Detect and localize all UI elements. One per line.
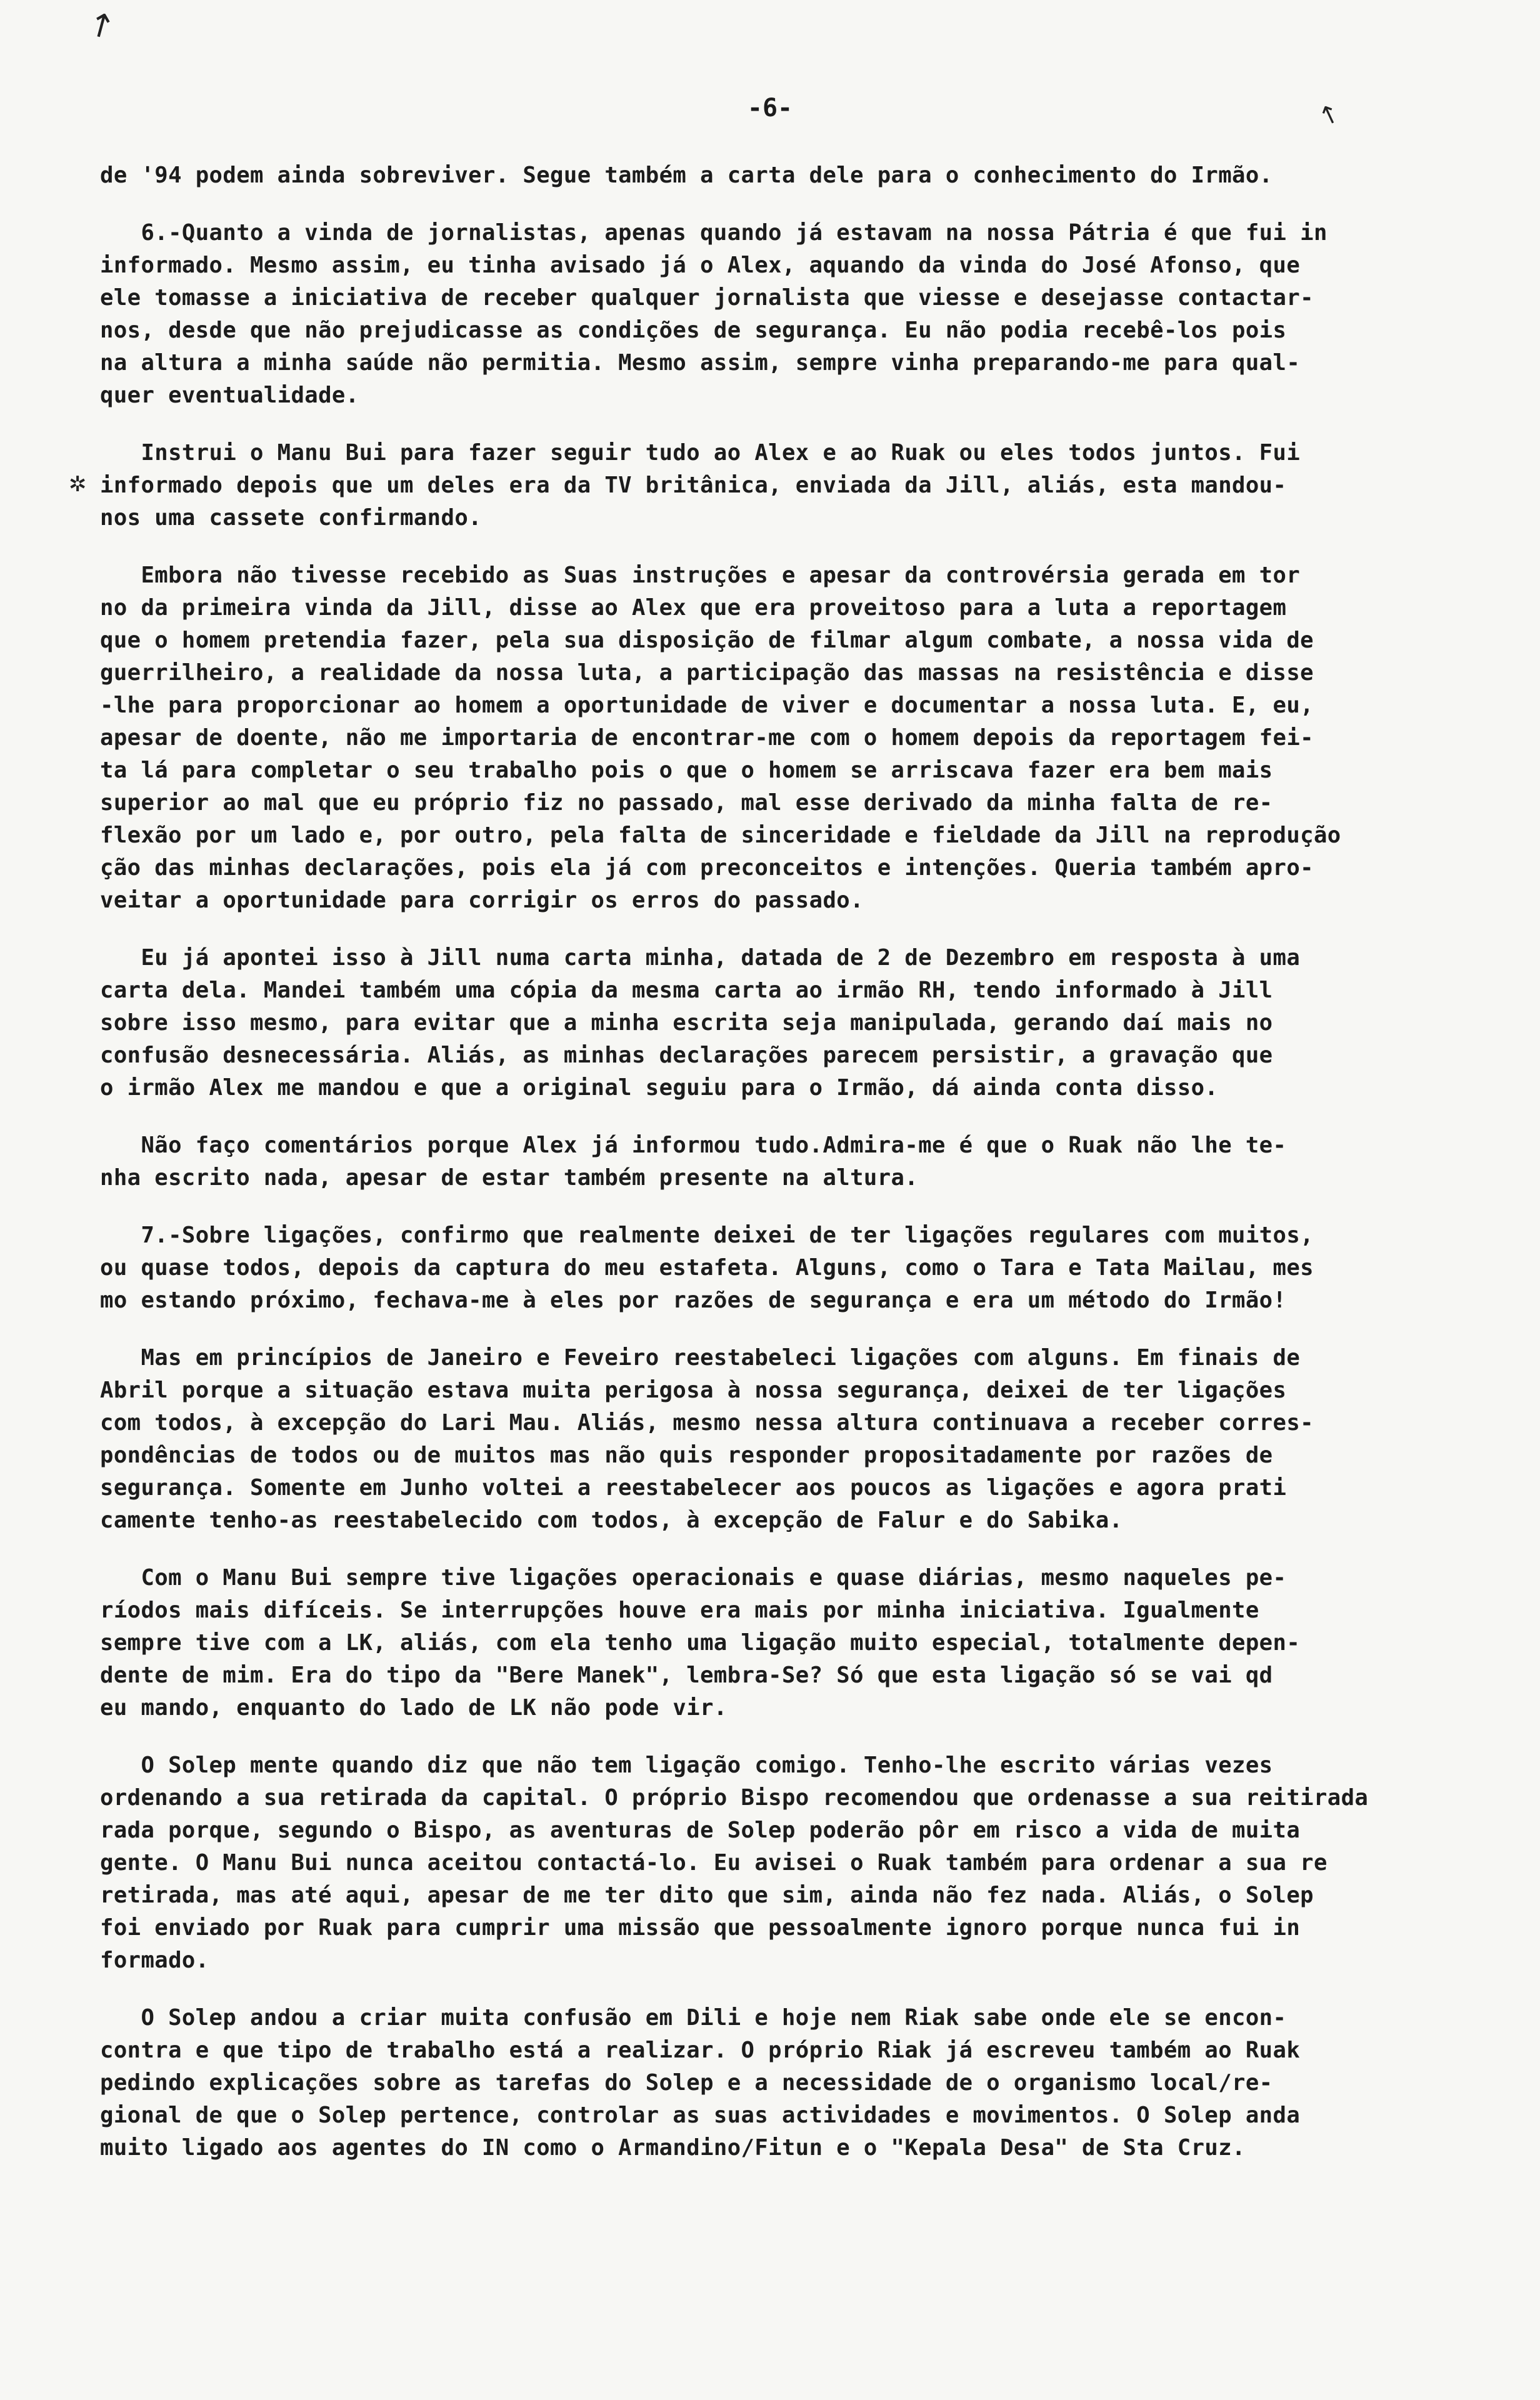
text-line: contra e que tipo de trabalho está a realizar. O próprio Riak já escreveu também ao Ruak [100,2038,1301,2063]
text-line: flexão por um lado e, por outro, pela falta de sinceridade e fieldade da Jill na reprodução [100,822,1341,848]
text-line: ção das minhas declarações, pois ela já com preconceitos e intenções. Queria também apro- [100,855,1314,881]
text-line: eu mando, enquanto do lado de LK não pode vir. [100,1695,728,1721]
text-line: rada porque, segundo o Bispo, as aventuras de Solep poderão pôr em risco a vida de muita [100,1818,1301,1843]
text-line: muito ligado aos agentes do IN como o Armandino/Fitun e o "Kepala Desa" de Sta Cruz. [100,2135,1246,2161]
text-line: gente. O Manu Bui nunca aceitou contactá-lo. Eu avisei o Ruak também para ordenar a sua re [100,1850,1328,1876]
text-line: informado. Mesmo assim, eu tinha avisado já o Alex, aquando da vinda do José Afonso, que [100,252,1301,278]
text-line: camente tenho-as reestabelecido com todos, à excepção de Falur e do Sabika. [100,1508,1123,1533]
paragraph [100,159,1456,192]
paragraph [100,1129,1456,1194]
text-line: O Solep andou a criar muita confusão em Dili e hoje nem Riak sabe onde ele se encon- [100,2005,1287,2031]
text-line: guerrilheiro, a realidade da nossa luta, a participação das massas na resistência e disse [100,660,1314,686]
text-line: 6.-Quanto a vinda de jornalistas, apenas quando já estavam na nossa Pátria é que fui in [100,220,1328,246]
text-line: segurança. Somente em Junho voltei a reestabelecer aos poucos as ligações e agora prati [100,1475,1287,1501]
text-line: com todos, à excepção do Lari Mau. Aliás, mesmo nessa altura continuava a receber corres- [100,1410,1314,1436]
text-line: informado depois que um deles era da TV britânica, enviada da Jill, aliás, esta mandou- [100,472,1287,498]
text-line: veitar a oportunidade para corrigir os erros do passado. [100,888,864,913]
paragraph [100,942,1456,1104]
text-line: sobre isso mesmo, para evitar que a minha escrita seja manipulada, gerando daí mais no [100,1010,1273,1036]
text-line: nos uma cassete confirmando. [100,505,482,531]
text-line: na altura a minha saúde não permitia. Mesmo assim, sempre vinha preparando-me para qual- [100,350,1301,376]
text-line: Abril porque a situação estava muita perigosa à nossa segurança, deixei de ter ligações [100,1378,1287,1403]
pen-stroke-mark: ↗ [79,2,122,48]
paragraph [100,217,1456,412]
paragraph [100,559,1456,917]
paragraph [100,2002,1456,2164]
text-line: Com o Manu Bui sempre tive ligações operacionais e quase diárias, mesmo naqueles pe- [100,1565,1287,1591]
text-line: ordenando a sua retirada da capital. O próprio Bispo recomendou que ordenasse a sua reitirada [100,1785,1369,1811]
text-line: Eu já apontei isso à Jill numa carta minha, datada de 2 de Dezembro em resposta à uma [100,945,1301,971]
typed-letter-body [100,159,1456,2164]
paragraph [100,1562,1456,1724]
text-line: gional de que o Solep pertence, controlar as suas actividades e movimentos. O Solep anda [100,2102,1301,2128]
text-line: Não faço comentários porque Alex já informou tudo.Admira-me é que o Ruak não lhe te- [100,1132,1287,1158]
text-line: pondências de todos ou de muitos mas não quis responder propositadamente por razões de [100,1442,1273,1468]
text-line: confusão desnecessária. Aliás, as minhas declarações parecem persistir, a gravação que [100,1042,1273,1068]
text-line: apesar de doente, não me importaria de encontrar-me com o homem depois da reportagem fei- [100,725,1314,751]
text-line: mo estando próximo, fechava-me à eles por razões de segurança e era um método do Irmão! [100,1288,1287,1313]
text-line: de '94 podem ainda sobreviver. Segue também a carta dele para o conhecimento do Irmão. [100,162,1273,188]
text-line: nos, desde que não prejudicasse as condições de segurança. Eu não podia recebê-los pois [100,318,1287,343]
text-line: sempre tive com a LK, aliás, com ela tenho uma ligação muito especial, totalmente depen- [100,1630,1301,1656]
text-line: Instrui o Manu Bui para fazer seguir tudo ao Alex e ao Ruak ou eles todos juntos. Fui [100,440,1301,466]
text-line: O Solep mente quando diz que não tem ligação comigo. Tenho-lhe escrito várias vezes [100,1752,1273,1778]
text-line: ríodos mais difíceis. Se interrupções houve era mais por minha iniciativa. Igualmente [100,1598,1259,1623]
text-line: no da primeira vinda da Jill, disse ao Alex que era proveitoso para a luta a reportagem [100,595,1287,621]
text-line: nha escrito nada, apesar de estar também presente na altura. [100,1165,919,1191]
text-line: carta dela. Mandei também uma cópia da mesma carta ao irmão RH, tendo informado à Jill [100,978,1273,1003]
margin-asterisk-mark: ✲ [69,472,87,497]
paragraph [100,1219,1456,1317]
paragraph [100,437,1456,534]
text-line: superior ao mal que eu próprio fiz no passado, mal esse derivado da minha falta de re- [100,790,1273,816]
pen-tick-mark: ↖ [1314,97,1344,132]
paragraph [100,1342,1456,1537]
text-line: o irmão Alex me mandou e que a original seguiu para o Irmão, dá ainda conta disso. [100,1075,1219,1101]
text-line: retirada, mas até aqui, apesar de me ter dito que sim, ainda não fez nada. Aliás, o Solep [100,1882,1314,1908]
text-line: quer eventualidade. [100,382,359,408]
page-number: -6- [747,94,793,122]
text-line: Embora não tivesse recebido as Suas instruções e apesar da controvérsia gerada em tor [100,562,1301,588]
paragraph [100,1749,1456,1977]
text-line: Mas em princípios de Janeiro e Feveiro reestabeleci ligações com alguns. Em finais de [100,1345,1301,1371]
text-line: ta lá para completar o seu trabalho pois o que o homem se arriscava fazer era bem mais [100,758,1273,783]
text-line: ou quase todos, depois da captura do meu estafeta. Alguns, como o Tara e Tata Mailau, mes [100,1255,1314,1281]
text-line: formado. [100,1948,209,1973]
text-line: -lhe para proporcionar ao homem a oportunidade de viver e documentar a nossa luta. E, eu, [100,692,1314,718]
text-line: que o homem pretendia fazer, pela sua disposição de filmar algum combate, a nossa vida de [100,628,1314,653]
text-line: ele tomasse a iniciativa de receber qualquer jornalista que viesse e desejasse contactar- [100,285,1314,311]
text-line: foi enviado por Ruak para cumprir uma missão que pessoalmente ignoro porque nunca fui in [100,1915,1301,1941]
text-line: 7.-Sobre ligações, confirmo que realmente deixei de ter ligações regulares com muitos, [100,1222,1314,1248]
text-line: dente de mim. Era do tipo da "Bere Manek", lembra-Se? Só que esta ligação só se vai qd [100,1662,1273,1688]
text-line: pedindo explicações sobre as tarefas do Solep e a necessidade de o organismo local/re- [100,2070,1273,2096]
